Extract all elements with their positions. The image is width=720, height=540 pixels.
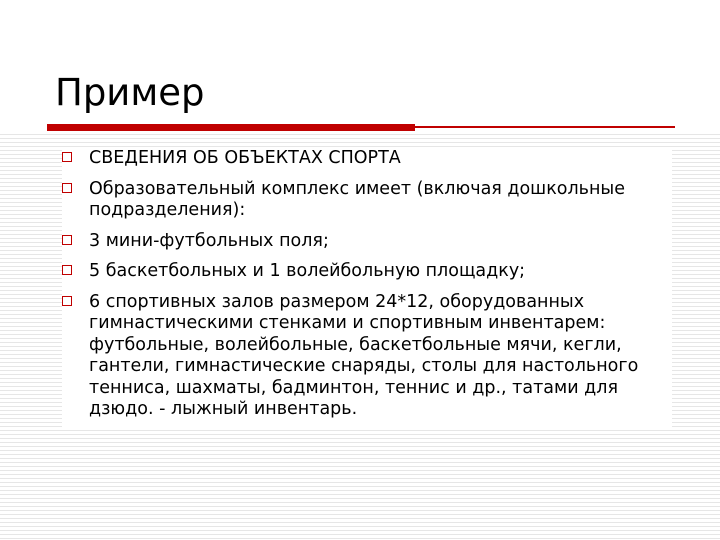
list-item xyxy=(62,148,672,170)
list-item xyxy=(62,179,672,222)
content-area xyxy=(62,148,672,430)
bullet-text: 3 мини-футбольных поля; xyxy=(89,230,329,251)
hollow-square-bullet-icon xyxy=(62,296,72,306)
list-item xyxy=(62,231,672,253)
bullet-text: Образовательный комплекс имеет (включая дошкольные подразделения): xyxy=(89,178,625,220)
hollow-square-bullet-icon xyxy=(62,183,72,193)
bullet-text: 6 спортивных залов размером 24*12, оборудованных гимнастическими стенками и спортивным инвентарем: футбольные, волейбольные, баскетбольные мячи, кегли, гантели, гимнастические снаряды, столы для настольного тенниса, шахматы, бадминтон, теннис и др., татами для дзюдо. - лыжный инвентарь. xyxy=(89,291,639,419)
title-underline-line xyxy=(415,126,675,128)
bullet-text: СВЕДЕНИЯ ОБ ОБЪЕКТАХ СПОРТА xyxy=(89,148,401,168)
slide-title: Пример xyxy=(55,71,205,114)
hollow-square-bullet-icon xyxy=(62,265,72,275)
bullet-list xyxy=(62,148,672,421)
title-underline-bar xyxy=(47,124,415,131)
hollow-square-bullet-icon xyxy=(62,152,72,162)
bullet-text: 5 баскетбольных и 1 волейбольную площадку; xyxy=(89,261,526,281)
list-item xyxy=(62,261,672,283)
list-item xyxy=(62,292,672,421)
hollow-square-bullet-icon xyxy=(62,235,72,245)
